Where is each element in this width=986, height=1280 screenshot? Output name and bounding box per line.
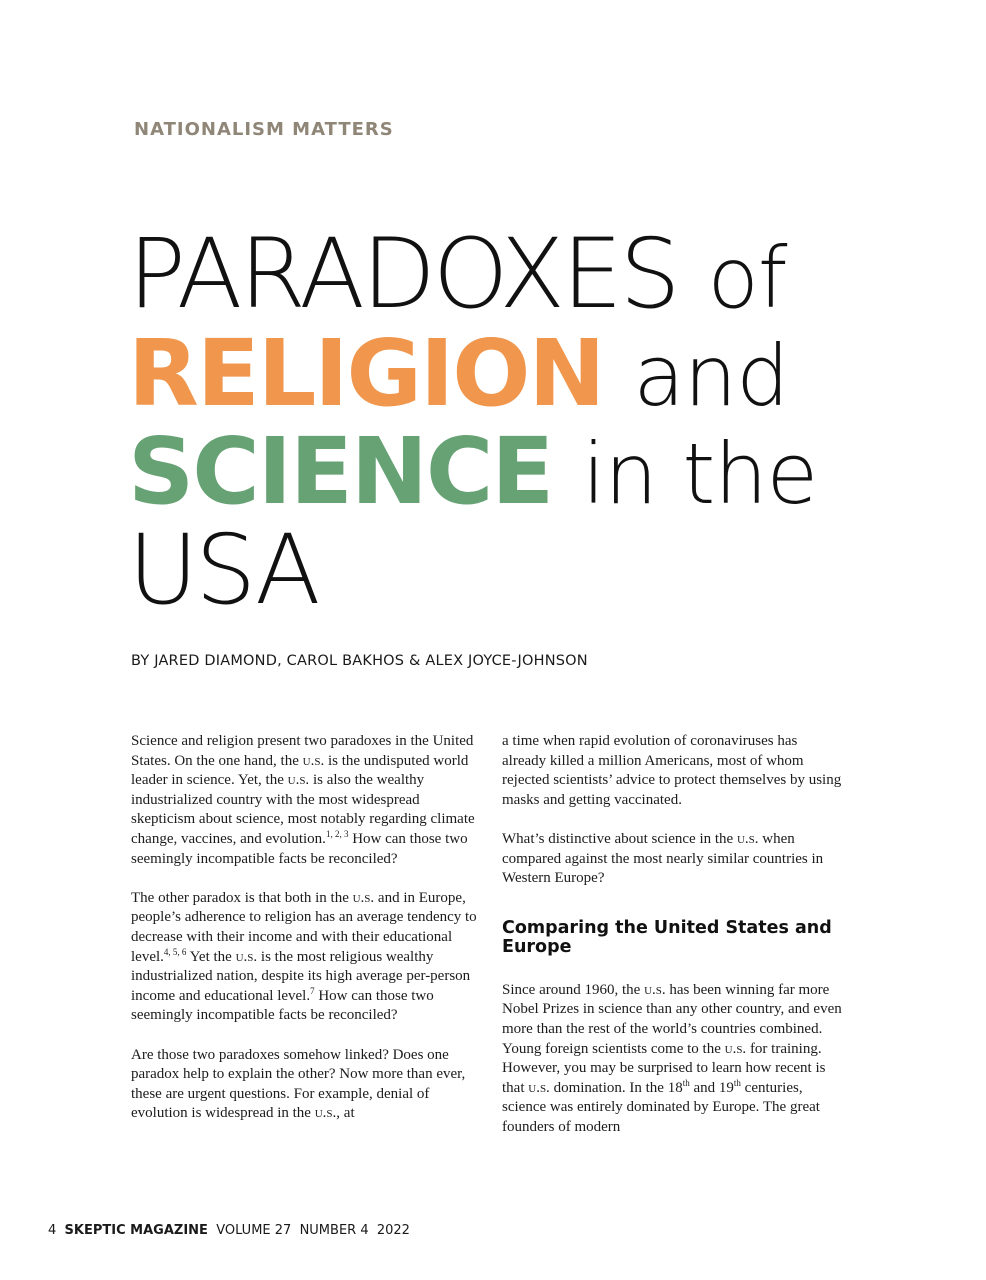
title-religion: RELIGION — [128, 320, 604, 427]
page-footer — [48, 1223, 410, 1238]
byline: BY JARED DIAMOND, CAROL BAKHOS & ALEX JOYCE-JOHNSON — [131, 653, 588, 669]
footnote-ref: 7 — [310, 985, 315, 996]
abbr-us: u.s. — [352, 889, 375, 906]
issue-info: VOLUME 27 NUMBER 4 2022 — [216, 1223, 410, 1238]
title-line-2 — [128, 320, 817, 427]
text-run: What’s distinctive about science in the — [502, 830, 737, 847]
right-column — [502, 732, 842, 1157]
abbr-us: u.s. — [528, 1079, 550, 1096]
title-line-4 — [128, 514, 817, 626]
title-line-3 — [128, 418, 818, 525]
text-run: for training. However, you may be surprised to learn how recent is that — [502, 1040, 826, 1096]
abbr-us: u.s. — [724, 1040, 747, 1057]
paragraph — [131, 889, 481, 1026]
text-run: and in Europe, people’s adherence to religion has an average tendency to decrease with their income and with their educational level. — [131, 889, 477, 965]
ordinal-suffix: th — [733, 1077, 741, 1088]
paragraph — [502, 830, 842, 889]
article-title — [128, 218, 818, 626]
abbr-us: u.s. — [644, 981, 666, 998]
title-and: and — [633, 327, 789, 425]
ordinal-suffix: th — [682, 1077, 690, 1088]
left-column — [131, 732, 481, 1143]
title-paradoxes: PARADOXES — [128, 218, 678, 330]
footnote-ref: 4, 5, 6 — [163, 946, 187, 957]
paragraph — [502, 981, 842, 1138]
title-of: of — [707, 229, 787, 327]
text-run: domination. In the 18 — [549, 1079, 683, 1096]
text-run: Since around 1960, the — [502, 981, 645, 998]
abbr-us: u.s. — [235, 948, 258, 965]
text-run: Are those two paradoxes somehow linked? Does one paradox help to explain the other? Now more than ever, these are urgent questions. For example, denial of evolution is widespread in the — [131, 1046, 466, 1122]
text-run: How can those two seemingly incompatible facts be reconciled? — [131, 987, 434, 1024]
abbr-us: u.s. — [736, 830, 759, 847]
text-run: has been winning far more Nobel Prizes in science than any other country, and even more than the rest of the world’s countries combined. Young foreign scientists come to the — [502, 981, 842, 1057]
paragraph — [131, 1046, 481, 1124]
footnote-ref: 1, 2, 3 — [325, 828, 349, 839]
text-run: , at — [336, 1105, 355, 1122]
title-science: SCIENCE — [128, 418, 553, 525]
abbr-us: u.s. — [314, 1105, 337, 1122]
paragraph: a time when rapid evolution of coronaviruses has already killed a million Americans, most of whom rejected scientists’ advice to protect themselves by using masks and getting vaccinated. — [502, 733, 842, 808]
paragraph — [131, 732, 481, 869]
title-in-the: in the — [582, 425, 818, 523]
section-kicker: NATIONALISM MATTERS — [134, 119, 394, 140]
text-run: is also the wealthy industrialized country with the most widespread skepticism about science, most notably regarding climate change, vaccines, and evolution. — [131, 772, 475, 847]
text-run: and 19 — [689, 1079, 734, 1096]
text-run: centuries, science was entirely dominated by Europe. The great founders of modern — [502, 1079, 820, 1135]
text-run: How can those two seemingly incompatible facts be reconciled? — [131, 830, 468, 867]
section-heading: Comparing the United States and Europe — [502, 917, 832, 957]
magazine-name: SKEPTIC MAGAZINE — [64, 1223, 208, 1238]
text-run: Science and religion present two paradoxes in the United States. On the one hand, the — [131, 733, 474, 769]
text-run: is the undisputed world leader in science. Yet, the — [131, 752, 469, 789]
title-usa: USA — [128, 514, 318, 626]
text-run: is the most religious wealthy industrialized nation, despite its high average per-person income and educational level. — [131, 948, 471, 1004]
text-run: Yet the — [186, 948, 236, 965]
page-number: 4 — [48, 1223, 57, 1238]
abbr-us: u.s. — [302, 752, 325, 769]
title-line-1 — [128, 218, 817, 330]
text-run: The other paradox is that both in the — [131, 889, 353, 906]
abbr-us: u.s. — [287, 772, 310, 789]
text-run: when compared against the most nearly similar countries in Western Europe? — [502, 830, 824, 887]
